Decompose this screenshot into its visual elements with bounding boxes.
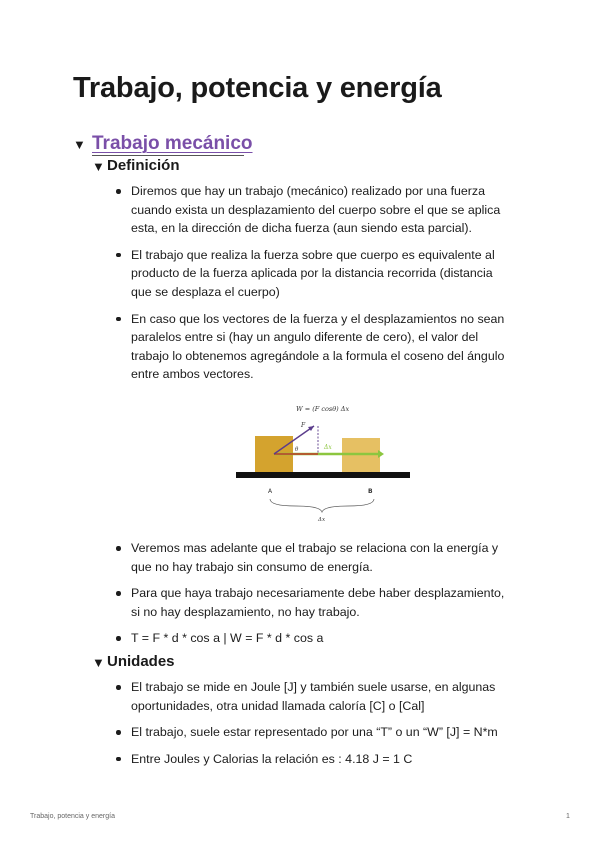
list-item: En caso que los vectores de la fuerza y el desplazamientos no sean paralelos entre si (hay un angulo diferente de cero), el valor del trabajo lo obtenemos agregándole a la formula el coseno del ángulo entre ambos vectores. bbox=[115, 310, 515, 384]
label-theta: θ bbox=[295, 447, 299, 453]
brace-path bbox=[270, 499, 374, 512]
subheading-unidades: Unidades bbox=[107, 653, 175, 670]
toggle-triangle-icon[interactable]: ▼ bbox=[92, 159, 105, 174]
unidades-list bbox=[115, 678, 515, 776]
footer-title: Trabajo, potencia y energía bbox=[30, 813, 115, 820]
heading-underline bbox=[92, 155, 244, 156]
displacement-arrowhead bbox=[378, 450, 384, 458]
ground-surface bbox=[236, 472, 410, 478]
page-title: Trabajo, potencia y energía bbox=[73, 72, 442, 104]
list-item: Entre Joules y Calorias la relación es : 4.18 J = 1 C bbox=[115, 750, 515, 769]
label-f: F bbox=[301, 422, 306, 429]
figure-formula: W = (F cosθ) Δx bbox=[296, 405, 350, 413]
page-number: 1 bbox=[566, 813, 570, 820]
list-item: El trabajo, suele estar representado por una “T” o un “W” [J] = N*m bbox=[115, 723, 515, 742]
list-item: Veremos mas adelante que el trabajo se relaciona con la energía y que no hay trabajo sin consumo de energía. bbox=[115, 539, 515, 576]
label-a: A bbox=[268, 488, 273, 495]
section-heading-trabajo-mecanico[interactable]: Trabajo mecánico bbox=[92, 133, 253, 154]
list-item: El trabajo que realiza la fuerza sobre que cuerpo es equivalente al producto de la fuerza aplicada por la distancia recorrida (distancia que se desplaza el cuerpo) bbox=[115, 246, 515, 302]
definicion-list-b bbox=[115, 539, 515, 656]
list-item: T = F * d * cos a | W = F * d * cos a bbox=[115, 629, 515, 648]
list-item: El trabajo se mide en Joule [J] y también suele usarse, en algunas oportunidades, otra unidad llamada caloría [C] o [Cal] bbox=[115, 678, 515, 715]
list-item: Diremos que hay un trabajo (mecánico) realizado por una fuerza cuando exista un desplazamiento del cuerpo sobre el que se aplica esta, en la dirección de dicha fuerza (aun siendo esta parcial). bbox=[115, 182, 515, 238]
work-diagram-figure bbox=[234, 400, 414, 526]
label-dx-vector: Δx bbox=[324, 444, 332, 451]
toggle-triangle-icon[interactable]: ▼ bbox=[73, 137, 86, 152]
list-item: Para que haya trabajo necesariamente debe haber desplazamiento, si no hay desplazamiento, no hay trabajo. bbox=[115, 584, 515, 621]
label-dx: Δx bbox=[318, 517, 326, 523]
subheading-definicion: Definición bbox=[107, 157, 180, 174]
definicion-list-a bbox=[115, 182, 515, 392]
toggle-triangle-icon[interactable]: ▼ bbox=[92, 655, 105, 670]
label-b: B bbox=[368, 488, 373, 495]
